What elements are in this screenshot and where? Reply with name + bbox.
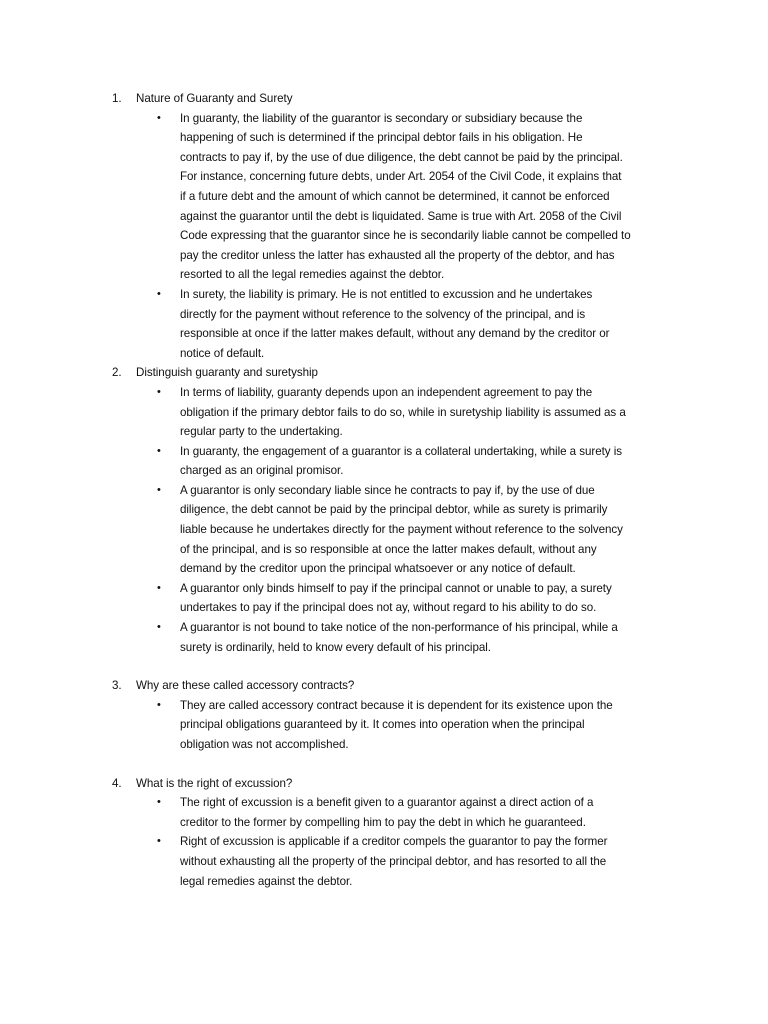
bullet-icon: • xyxy=(157,287,161,300)
text-line: contracts to pay if, by the use of due diligence, the debt cannot be paid by the principal. xyxy=(180,150,623,164)
text-line: directly for the payment without reference to the solvency of the principal, and is xyxy=(180,307,586,321)
bullet-icon: • xyxy=(157,796,161,809)
answer-item xyxy=(136,481,702,579)
question-4 xyxy=(112,774,682,892)
text-line: In terms of liability, guaranty depends upon an independent agreement to pay the xyxy=(180,385,593,399)
question-number: 4. xyxy=(112,776,122,790)
text-line: against the guarantor until the debt is liquidated. Same is true with Art. 2058 of the Civil xyxy=(180,209,622,223)
bullet-icon: • xyxy=(157,581,161,594)
text-line: A guarantor only binds himself to pay if the principal cannot or unable to pay, a surety xyxy=(180,581,612,595)
text-line: Code expressing that the guarantor since he is secondarily liable cannot be compelled to xyxy=(180,229,631,243)
text-line: if a future debt and the amount of which cannot be determined, it cannot be enforced xyxy=(180,189,610,203)
text-line: notice of default. xyxy=(180,346,265,360)
bullet-icon: • xyxy=(157,621,161,634)
text-line: diligence, the debt cannot be paid by the principal debtor, while as surety is primarily xyxy=(180,503,608,517)
question-3 xyxy=(112,676,682,754)
answer-item xyxy=(136,442,702,481)
bullet-icon: • xyxy=(157,385,161,398)
question-1 xyxy=(112,89,682,363)
text-line: charged as an original promisor. xyxy=(180,464,344,478)
text-line: undertakes to pay if the principal does not ay, without regard to his ability to do so. xyxy=(180,601,597,615)
question-number: 1. xyxy=(112,92,122,105)
text-line: In surety, the liability is primary. He is not entitled to excussion and he undertakes xyxy=(180,287,593,301)
text-line: creditor to the former by compelling him to pay the debt in which he guaranteed. xyxy=(180,815,586,829)
text-line: surety is ordinarily, held to know every default of his principal. xyxy=(180,640,491,654)
answer-item xyxy=(136,793,702,832)
bullet-icon: • xyxy=(157,835,161,848)
text-line: In guaranty, the engagement of a guarantor is a collateral undertaking, while a surety is xyxy=(180,444,622,458)
text-line: responsible at once if the latter makes default, without any demand by the creditor or xyxy=(180,327,610,341)
text-line: resorted to all the legal remedies against the debtor. xyxy=(180,268,445,282)
question-number: 3. xyxy=(112,679,122,693)
text-line: happening of such is determined if the principal debtor fails in his obligation. He xyxy=(180,131,583,145)
text-line: A guarantor is only secondary liable since he contracts to pay if, by the use of due xyxy=(180,483,595,497)
text-line: demand by the creditor upon the principal whatsoever or any notice of default. xyxy=(180,562,576,576)
bullet-icon: • xyxy=(157,111,161,124)
text-line: obligation if the primary debtor fails to do so, while in suretyship liability is assumed as a xyxy=(180,405,626,419)
text-line: principal obligations guaranteed by it. It comes into operation when the principal xyxy=(180,718,585,732)
text-line: The right of excussion is a benefit given to a guarantor against a direct action of a xyxy=(180,796,594,810)
text-line: A guarantor is not bound to take notice of the non-performance of his principal, while a xyxy=(180,621,618,635)
answer-list xyxy=(136,696,682,755)
answer-item xyxy=(136,696,702,755)
bullet-icon: • xyxy=(157,483,161,496)
text-line: In guaranty, the liability of the guarantor is secondary or subsidiary because the xyxy=(180,111,583,125)
text-line: legal remedies against the debtor. xyxy=(180,874,353,888)
answer-list xyxy=(136,383,682,657)
answer-list xyxy=(136,109,682,364)
answer-item xyxy=(136,618,702,657)
question-title: Why are these called accessory contracts? xyxy=(136,679,355,693)
question-number: 2. xyxy=(112,366,122,380)
text-line: liable because he undertakes directly for the payment without reference to the solvency xyxy=(180,523,623,537)
answer-list xyxy=(136,793,682,891)
question-title: Nature of Guaranty and Surety xyxy=(136,92,293,105)
question-title: Distinguish guaranty and suretyship xyxy=(136,366,318,380)
answer-item xyxy=(136,285,702,363)
question-2 xyxy=(112,363,682,657)
answer-item xyxy=(136,832,702,891)
answer-item xyxy=(136,579,702,618)
text-line: They are called accessory contract because it is dependent for its existence upon the xyxy=(180,698,613,712)
text-line: regular party to the undertaking. xyxy=(180,425,343,439)
text-line: without exhausting all the property of the principal debtor, and has resorted to all the xyxy=(180,854,607,868)
text-line: For instance, concerning future debts, under Art. 2054 of the Civil Code, it explains that xyxy=(180,170,622,184)
text-line: obligation was not accomplished. xyxy=(180,738,349,751)
bullet-icon: • xyxy=(157,444,161,457)
text-line: Right of excussion is applicable if a creditor compels the guarantor to pay the former xyxy=(180,835,608,849)
answer-item xyxy=(136,383,702,442)
bullet-icon: • xyxy=(157,698,161,711)
text-line: of the principal, and is so responsible at once the latter makes default, without any xyxy=(180,542,597,556)
text-line: pay the creditor unless the latter has exhausted all the property of the debtor, and has xyxy=(180,248,615,262)
document-body xyxy=(112,89,682,891)
answer-item xyxy=(136,109,702,285)
question-title: What is the right of excussion? xyxy=(136,776,293,790)
